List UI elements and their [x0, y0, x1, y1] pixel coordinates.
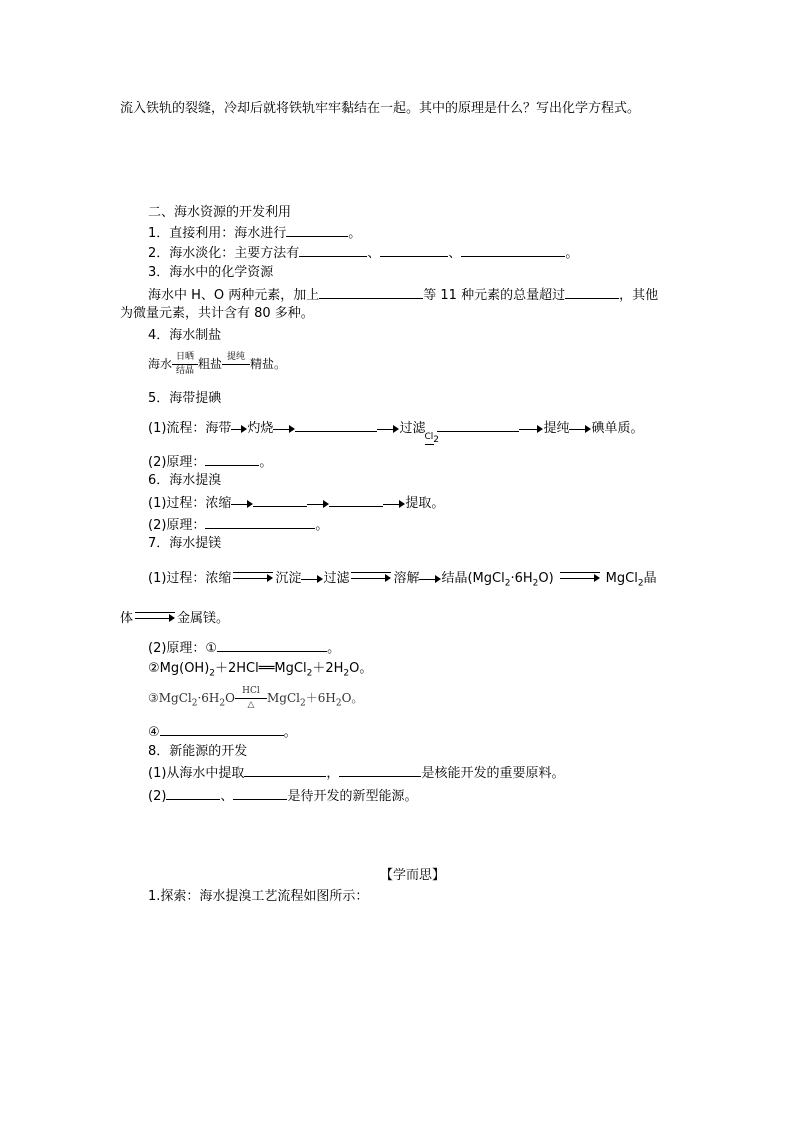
cond-hcl: HCl [242, 686, 260, 696]
blank-direct-use[interactable] [286, 223, 348, 237]
mg-principle-1 [148, 638, 340, 658]
energy-line1-suffix: 是核能开发的重要原料。 [421, 766, 565, 781]
purify-arrow-icon [222, 364, 250, 365]
bromine-end: 提取。 [405, 496, 445, 511]
item6-heading: 6．海水提溴 [148, 473, 222, 488]
item5-heading: 5．海带提碘 [148, 391, 222, 406]
bromine-principle-label: (2)原理： [148, 518, 206, 533]
energy-line2-sep: 、 [220, 789, 234, 804]
blank-bromine-step1[interactable] [253, 493, 307, 507]
blank-method-1[interactable] [299, 243, 367, 257]
bromine-principle [148, 515, 328, 535]
blank-elements[interactable] [319, 285, 423, 299]
blank-energy-1[interactable] [244, 763, 326, 777]
iodine-principle-suffix: 。 [259, 455, 273, 470]
item4-heading: 4．海水制盐 [148, 328, 222, 343]
eq4-suffix: 。 [283, 725, 297, 740]
item8-heading: 8．新能源的开发 [148, 744, 248, 759]
blank-arrow-mg1[interactable] [233, 566, 273, 582]
item2-sep1: 、 [367, 246, 381, 261]
cond-bar [172, 364, 198, 365]
energy-line2 [148, 786, 417, 806]
blank-mg-principle-1[interactable] [217, 638, 327, 652]
salt-start: 海水 [148, 357, 173, 371]
cryst-text: 结晶(MgCl [441, 571, 505, 586]
heat-icon: △ [247, 700, 255, 710]
item2-sep2: 、 [448, 246, 462, 261]
eq2-d: ＋2H [312, 661, 344, 676]
iodine-flow-label: (1)流程：海带 [148, 421, 232, 436]
step-precip: 沉淀 [275, 571, 302, 586]
eq3-a: ③MgCl [148, 691, 192, 705]
eq3-d: MgCl [266, 691, 300, 705]
blank-energy-4[interactable] [233, 786, 287, 800]
item-direct-use [148, 223, 361, 243]
item1-suffix: 。 [348, 226, 362, 241]
eq4-label: ④ [148, 725, 160, 740]
step-iodine-end: 碘单质。 [591, 421, 644, 436]
iodine-flow [148, 418, 644, 445]
arrow-icon [377, 424, 399, 434]
eq2-a-sub: 2 [209, 668, 216, 679]
step-purify: 提纯 [543, 421, 570, 436]
blank-percent[interactable] [565, 285, 619, 299]
eq3-b-sub: 2 [219, 698, 226, 709]
mgcl2-sub: 2 [637, 578, 644, 589]
cond-purify: 提纯 [227, 352, 246, 362]
item2-suffix: 。 [565, 246, 579, 261]
cond-bar [235, 698, 267, 699]
eq3-c: O [225, 691, 235, 705]
hcl-condition [235, 686, 267, 711]
arrow-icon [383, 499, 405, 509]
blank-arrow-mg2[interactable] [351, 566, 391, 582]
arrow-icon [301, 574, 323, 584]
iodine-principle [148, 452, 272, 472]
eq2-equals: ══ [258, 661, 275, 676]
magnesium-process-line2 [120, 606, 229, 628]
blank-bromine-step2[interactable] [329, 493, 383, 507]
energy-line1 [148, 763, 564, 783]
item3-line2: 为微量元素，共计含有 80 多种。 [120, 306, 314, 321]
blank-arrow-mg3[interactable] [560, 566, 600, 582]
bromine-process [148, 493, 444, 513]
eq2-b: ＋2HCl [215, 661, 259, 676]
mg-equation-2 [148, 660, 372, 683]
iodine-principle-label: (2)原理： [148, 455, 206, 470]
cond-sun: 日晒 [176, 352, 195, 362]
eq3-e: ＋6H [305, 691, 336, 705]
eq3-e-sub: 2 [335, 698, 342, 709]
reflect-q1: 1.探索：海水提溴工艺流程如图所示： [148, 889, 369, 904]
energy-line2-prefix: (2) [148, 789, 167, 804]
step-burn: 灼烧 [247, 421, 274, 436]
mgcl2-text: MgCl [605, 571, 638, 586]
eq2-e: O。 [349, 661, 373, 676]
energy-line2-suffix: 是待开发的新型能源。 [287, 789, 418, 804]
item-desalination [148, 243, 578, 263]
arrow-icon [569, 424, 591, 434]
salt-end: 精盐。 [250, 357, 287, 371]
eq2-c: MgCl [274, 661, 307, 676]
mg-principle-label: (2)原理：① [148, 641, 218, 656]
arrow-icon [419, 574, 441, 584]
mg-line2-end: 金属镁。 [177, 611, 230, 626]
step-mg-filter: 过滤 [323, 571, 350, 586]
mg-process-label: (1)过程：浓缩 [148, 571, 232, 586]
arrow-icon [519, 424, 543, 434]
eq3-f: O。 [341, 691, 364, 705]
reflect-title: 【学而思】 [380, 868, 446, 883]
mgcl2-tail: 晶 [643, 571, 657, 586]
cond-crystal: 结晶 [176, 366, 195, 376]
blank-bromine-principle[interactable] [205, 515, 315, 529]
step-dissolve: 溶解 [393, 571, 420, 586]
arrow-icon [307, 499, 329, 509]
mgcl2-crystal [605, 571, 657, 589]
item2-prefix: 2．海水淡化：主要方法有 [148, 246, 300, 261]
eq3-a-sub: 2 [191, 698, 198, 709]
arrow-icon [231, 499, 253, 509]
blank-mg-equation-4[interactable] [160, 722, 284, 736]
salt-mid: 粗盐 [198, 357, 223, 371]
blank-energy-3[interactable] [166, 786, 220, 800]
blank-method-2[interactable] [380, 243, 448, 257]
cl2-sub: 2 [433, 434, 439, 445]
bromine-principle-suffix: 。 [315, 518, 329, 533]
arrow-icon [231, 424, 247, 434]
cryst-end: O) [538, 571, 554, 586]
magnesium-process [148, 566, 657, 593]
step-cryst [441, 571, 554, 589]
intro-text: 流入铁轨的裂缝，冷却后就将铁轨牢牢黏结在一起。其中的原理是什么？写出化学方程式。 [120, 101, 641, 116]
cryst-tail: ·6H [510, 571, 533, 586]
bromine-process-label: (1)过程：浓缩 [148, 496, 232, 511]
arrow-icon [273, 424, 295, 434]
eq2-c-sub: 2 [306, 668, 313, 679]
purify-condition [222, 352, 250, 377]
blank-arrow-mg4[interactable] [135, 606, 175, 622]
mg-principle-suffix: 。 [327, 641, 341, 656]
item3-line1-mid: 等 11 种元素的总量超过 [423, 288, 566, 303]
mg-line2-start: 体 [120, 611, 134, 626]
item3-line1 [148, 285, 658, 305]
section-title: 二、海水资源的开发利用 [148, 205, 292, 220]
item3-line1-prefix: 海水中 H、O 两种元素，加上 [148, 288, 320, 303]
step-filter: 过滤 [399, 421, 426, 436]
energy-line1-prefix: (1)从海水中提取 [148, 766, 245, 781]
item7-heading: 7．海水提镁 [148, 536, 222, 551]
blank-method-3[interactable] [461, 243, 565, 257]
energy-line1-sep: ， [326, 766, 340, 781]
eq2-d-sub: 2 [343, 668, 350, 679]
blank-energy-2[interactable] [339, 763, 421, 777]
eq2-a: ②Mg(OH) [148, 661, 210, 676]
item3-heading: 3．海水中的化学资源 [148, 265, 274, 280]
cryst-sub: 2 [504, 578, 511, 589]
mg-equation-4 [148, 722, 297, 742]
item1-prefix: 1．直接利用：海水进行 [148, 226, 287, 241]
eq3-b: ·6H [197, 691, 220, 705]
mg-equation-3 [148, 686, 363, 712]
blank-iodine-step2[interactable] [437, 418, 519, 432]
cryst-sub2: 2 [532, 578, 539, 589]
salt-flow [148, 352, 286, 377]
item3-line1-suffix: ，其他 [619, 288, 659, 303]
salt-condition [172, 352, 198, 377]
cl2-text: Cl [424, 432, 434, 442]
blank-iodine-principle[interactable] [205, 452, 259, 466]
blank-iodine-step1[interactable] [295, 418, 377, 432]
eq3-d-sub: 2 [299, 698, 306, 709]
